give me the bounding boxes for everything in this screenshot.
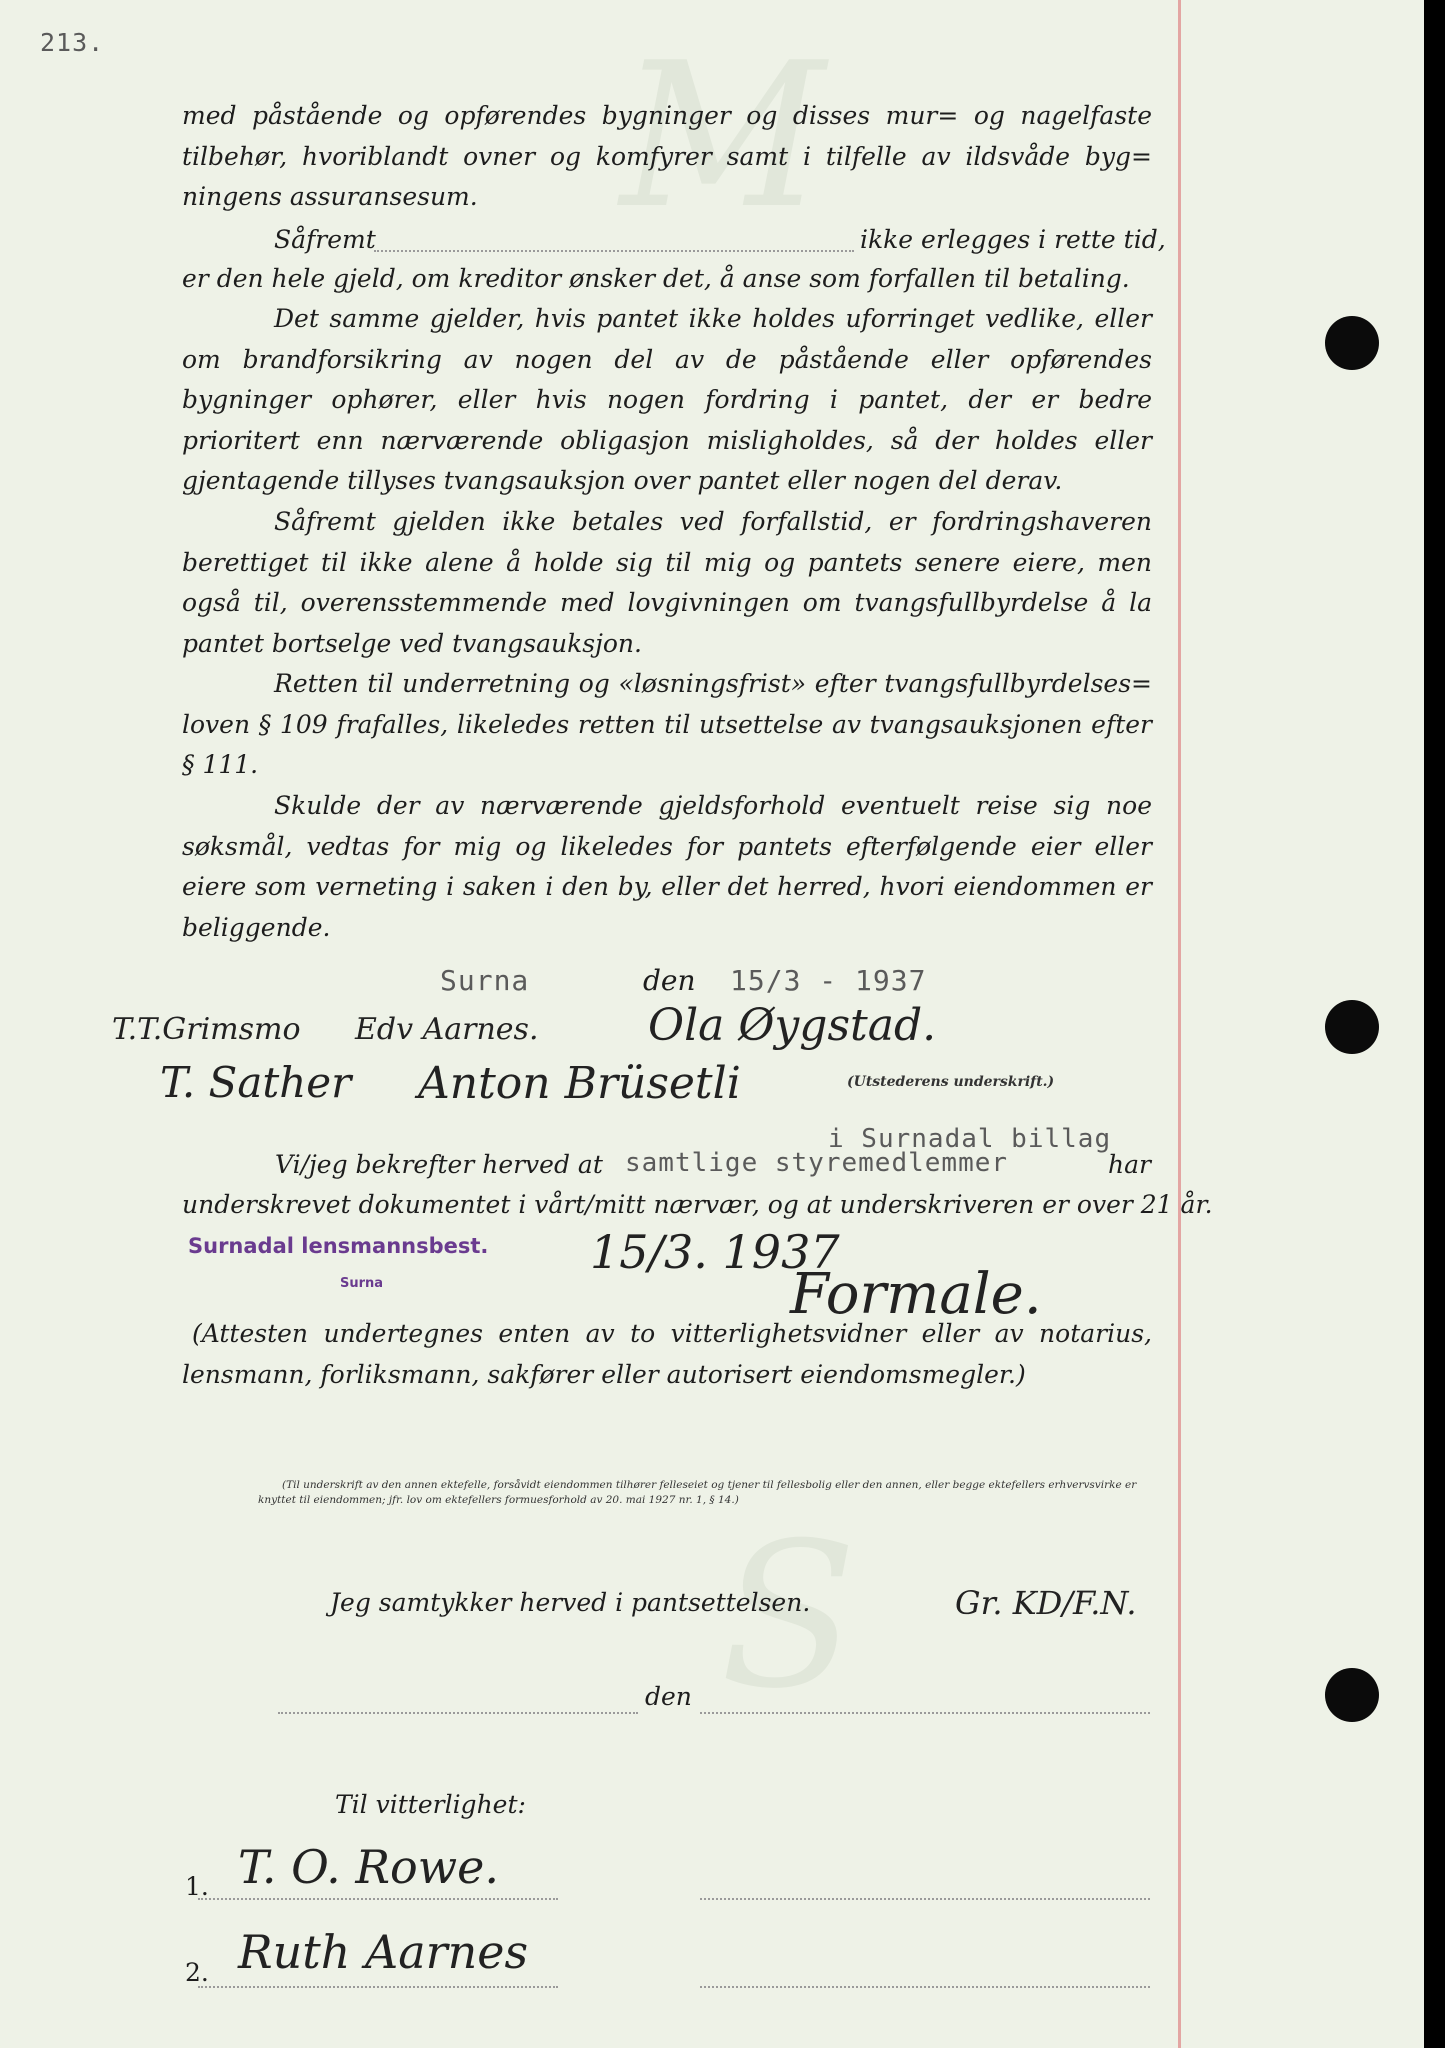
place: Surna <box>440 964 530 997</box>
consent-den: den <box>645 1682 692 1711</box>
blank-field <box>198 1986 558 1988</box>
witness-number-2: 2. <box>185 1958 209 1987</box>
stamp-sub: Surna <box>340 1276 384 1291</box>
attest-note: (Attesten undertegnes enten av to vitterlighetsvidner eller av notarius, lensmann, forliksmann, sakfører eller autorisert eiendomsmegler.) <box>182 1319 1152 1389</box>
paragraph-default: er den hele gjeld, om kreditor ønsker det, å anse som forfallen til betaling. <box>182 264 1130 293</box>
paragraph-enforcement: Såfremt gjelden ikke betales ved forfallstid, er fordringshaveren berettiget til ikke alene å holde sig til mig og pantets senere eiere, men også til, overensstemmende med lovgivningen om tvangsfullbyrdelse å la pantet bortselge ved tvangsauksjon. <box>182 507 1152 658</box>
paragraph-venue: Skulde der av nærværende gjeldsforhold eventuelt reise sig noe søksmål, vedtas for mig og likeledes for pantets efterfølgende eier eller eiere som verneting i saken i den by, eller det herred, hvori eiendommen er beliggende. <box>182 791 1152 942</box>
condition-start: Såfremt <box>274 225 376 254</box>
witness-heading: Til vitterlighet: <box>335 1790 526 1819</box>
bleed-through-mark: S <box>720 1500 858 1733</box>
consent-text: Jeg samtykker herved i pantsettelsen. <box>330 1588 811 1617</box>
punch-hole <box>1325 1668 1379 1722</box>
stamp-main: Surnadal lensmannsbest. <box>188 1234 489 1258</box>
witness-signature-2: Ruth Aarnes <box>238 1925 529 1979</box>
paragraph-conditions: Det samme gjelder, hvis pantet ikke holdes uforringet vedlike, eller om brandforsikring av nogen del av de påstående eller opførendes bygninger ophører, eller hvis nogen fordring i pantet, der er bedre prioritert enn nærværende obligasjon misligholdes, så der holdes eller gjentagende tillyses tvangsauksjon over pantet eller nogen del derav. <box>182 304 1152 496</box>
blank-field <box>700 1986 1150 1988</box>
issuer-caption: (Utstederens underskrift.) <box>847 1074 1055 1090</box>
date-den: den <box>643 964 696 997</box>
blank-field <box>374 250 854 252</box>
punch-hole <box>1325 1000 1379 1054</box>
attest-prefix: Vi/jeg bekrefter herved at <box>275 1150 603 1179</box>
paragraph-waiver: Retten til underretning og «løsningsfrist» efter tvangsfullbyrdelses= loven § 109 frafalles, likeledes retten til utsettelse av tvangsauksjonen efter § 111. <box>182 669 1152 780</box>
attest-typed-top: i Surnadal billag <box>828 1124 1112 1154</box>
attest-typed-inline: samtlige styremedlemmer <box>625 1148 1009 1178</box>
bleed-through-mark: M <box>620 20 825 253</box>
signature-witness-3: T. Sather <box>160 1058 352 1107</box>
witness-number-1: 1. <box>185 1872 209 1901</box>
blank-field <box>198 1898 558 1900</box>
handwritten-date: 15/3. 1937 <box>590 1225 840 1279</box>
consent-initials: Gr. KD/F.N. <box>955 1584 1137 1622</box>
blank-field <box>700 1898 1150 1900</box>
blank-field <box>278 1712 638 1714</box>
condition-end: ikke erlegges i rette tid, <box>860 225 1166 254</box>
attest-suffix: har <box>1108 1150 1151 1179</box>
signature-witness-1: T.T.Grimsmo <box>112 1012 301 1047</box>
punch-hole <box>1325 316 1379 370</box>
signature-issuer-1: Ola Øygstad. <box>648 1000 937 1051</box>
date: 15/3 - 1937 <box>730 964 927 997</box>
footnote: (Til underskrift av den annen ektefelle, forsåvidt eiendommen tilhører felleseiet og tjener til fellesbolig eller den annen, eller begge ektefellers erhvervsvirke er knyttet til eiendommen; jfr. lov om ektefellers formuesforhold av 20. mai 1927 nr. 1, § 14.) <box>258 1479 1137 1506</box>
signature-issuer-2: Anton Brüsetli <box>418 1058 741 1109</box>
margin-rule <box>1178 0 1181 2048</box>
blank-field <box>700 1712 1150 1714</box>
witness-signature-1: T. O. Rowe. <box>238 1840 499 1894</box>
handwritten-signature: Formale. <box>790 1262 1042 1327</box>
paragraph-intro: med påstående og opførendes bygninger og disses mur= og nagelfaste tilbehør, hvoriblandt ovner og komfyrer samt i tilfelle av ildsvåde byg= ningens assuransesum. <box>182 101 1152 212</box>
page-number: 213. <box>40 28 105 57</box>
attest-line2: underskrevet dokumentet i vårt/mitt nærvær, og at underskriveren er over 21 år. <box>182 1190 1213 1219</box>
signature-witness-2: Edv Aarnes. <box>355 1012 539 1047</box>
